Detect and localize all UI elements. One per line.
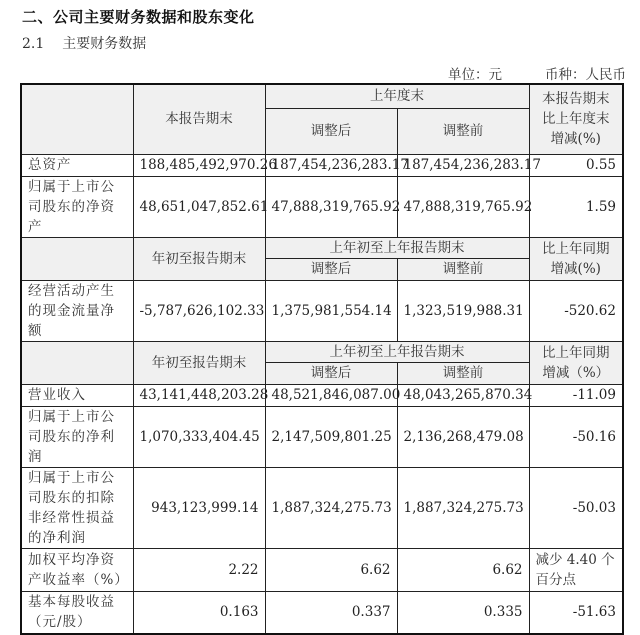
- header-before-adjustment: 调整前: [397, 258, 529, 280]
- header-yoy-change: 比上年同期增减（%）: [529, 341, 623, 384]
- table-row: [21, 280, 623, 341]
- cell-before: 1,887,324,275.73: [397, 467, 529, 548]
- cell-before: 47,888,319,765.92: [397, 176, 529, 237]
- table-row: [21, 154, 623, 176]
- header-prior-ytd: 上年初至上年报告期末: [265, 341, 529, 362]
- table-row: [21, 467, 623, 548]
- cell-before: 0.335: [397, 591, 529, 634]
- table-row: [21, 591, 623, 634]
- row-label: 归属于上市公司股东的净资产: [21, 176, 133, 237]
- cell-adjusted: 187,454,236,283.17: [265, 154, 397, 176]
- row-label: 经营活动产生的现金流量净额: [21, 280, 133, 341]
- row-label: 营业收入: [21, 384, 133, 406]
- header-ytd: 年初至报告期末: [133, 341, 265, 384]
- header-blank: [21, 237, 133, 280]
- cell-before: 1,323,519,988.31: [397, 280, 529, 341]
- cell-change: 1.59: [529, 176, 623, 237]
- table-row: [21, 176, 623, 237]
- cell-current: 943,123,999.14: [133, 467, 265, 548]
- table-row: [21, 406, 623, 467]
- header-blank: [21, 84, 133, 154]
- subsection-title: [22, 33, 146, 53]
- header-prior-ytd: 上年初至上年报告期末: [265, 237, 529, 258]
- cell-current: 43,141,448,203.28: [133, 384, 265, 406]
- section-title: 二、公司主要财务数据和股东变化: [22, 8, 255, 26]
- cell-change: 减少 4.40 个百分点: [529, 548, 623, 591]
- cell-adjusted: 1,887,324,275.73: [265, 467, 397, 548]
- cell-change: -51.63: [529, 591, 623, 634]
- currency-label: 币种：人民币: [545, 67, 626, 83]
- header-prior-year-end: 上年度末: [265, 84, 529, 108]
- cell-change: 0.55: [529, 154, 623, 176]
- subsection-number: 2.1: [22, 36, 45, 52]
- row-label: 归属于上市公司股东的扣除非经常性损益的净利润: [21, 467, 133, 548]
- header-adjusted: 调整后: [265, 108, 397, 154]
- cell-change: -11.09: [529, 384, 623, 406]
- cell-change: -50.03: [529, 467, 623, 548]
- header-before-adjustment: 调整前: [397, 362, 529, 384]
- unit-label: 单位：元: [448, 67, 502, 83]
- table-row: [21, 384, 623, 406]
- cell-adjusted: 6.62: [265, 548, 397, 591]
- header-before-adjustment: 调整前: [397, 108, 529, 154]
- cell-current: -5,787,626,102.33: [133, 280, 265, 341]
- header-yoy-change: 比上年同期增减(%): [529, 237, 623, 280]
- cell-current: 48,651,047,852.61: [133, 176, 265, 237]
- cell-adjusted: 47,888,319,765.92: [265, 176, 397, 237]
- cell-current: 188,485,492,970.26: [133, 154, 265, 176]
- cell-before: 48,043,265,870.34: [397, 384, 529, 406]
- row-label: 总资产: [21, 154, 133, 176]
- cell-current: 1,070,333,404.45: [133, 406, 265, 467]
- cell-adjusted: 1,375,981,554.14: [265, 280, 397, 341]
- row-label: 归属于上市公司股东的净利润: [21, 406, 133, 467]
- header-blank: [21, 341, 133, 384]
- cell-change: -520.62: [529, 280, 623, 341]
- cell-current: 0.163: [133, 591, 265, 634]
- header-adjusted: 调整后: [265, 362, 397, 384]
- cell-adjusted: 2,147,509,801.25: [265, 406, 397, 467]
- cell-before: 6.62: [397, 548, 529, 591]
- cell-current: 2.22: [133, 548, 265, 591]
- header-current-period-end: 本报告期末: [133, 84, 265, 154]
- header-adjusted: 调整后: [265, 258, 397, 280]
- financial-data-table: [20, 83, 624, 635]
- header-change-vs-prior-year-end: 本报告期末比上年度末增减(%): [529, 84, 623, 154]
- cell-change: -50.16: [529, 406, 623, 467]
- cell-adjusted: 0.337: [265, 591, 397, 634]
- cell-before: 2,136,268,479.08: [397, 406, 529, 467]
- cell-adjusted: 48,521,846,087.00: [265, 384, 397, 406]
- header-ytd: 年初至报告期末: [133, 237, 265, 280]
- table-row: [21, 548, 623, 591]
- row-label: 基本每股收益（元/股）: [21, 591, 133, 634]
- row-label: 加权平均净资产收益率（%）: [21, 548, 133, 591]
- subsection-text: 主要财务数据: [62, 36, 147, 52]
- cell-before: 187,454,236,283.17: [397, 154, 529, 176]
